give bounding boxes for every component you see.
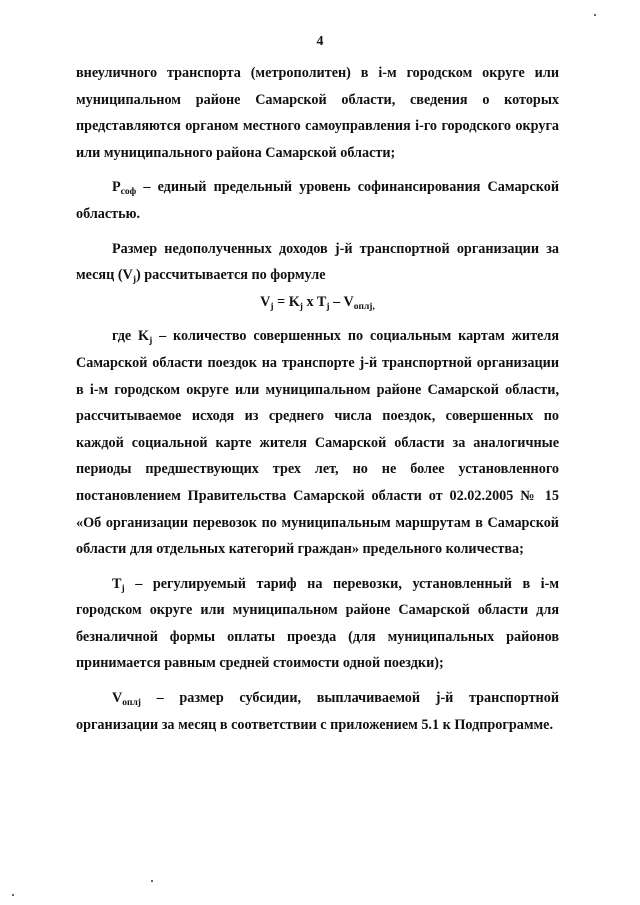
formula-intro-text-a: Размер недополученных доходов j-й транспортной организации за месяц (V [76,240,559,284]
paragraph-v-opl-definition [76,685,559,738]
formula-k-sub: j [299,301,303,312]
p-sof-description: – единый предельный уровень софинансирования Самарской областью. [76,179,559,222]
symbol-v-opl-subscript: оплj [122,698,141,709]
formula-v: V [260,293,271,310]
formula-v-opl-sub: опл [353,301,370,312]
formula [76,289,559,316]
symbol-p-subscript: соф [120,187,137,198]
scan-speck [12,894,14,896]
paragraph-t-definition [76,571,559,677]
symbol-p: P [112,179,121,196]
paragraph-p-sof-definition [76,174,559,227]
formula-intro-subscript: j [132,275,136,286]
k-lead: где K [112,328,150,345]
t-description: – регулируемый тариф на перевозки, установленный в i-м городском округе или муниципальном районе Самарской области для безналичной формы оплаты проезда (для муниципальных районов принимается равным средней стоимости одной поездки); [76,575,559,672]
symbol-t: T [112,575,122,592]
formula-t: x T [302,293,327,310]
paragraph-continuation: внеуличного транспорта (метрополитен) в i-м городском округе или муниципальном районе Самарской области, сведения о которых представляются органом местного самоуправления i-го городского округа или муниципального района Самарской области; [76,65,559,161]
formula-intro-text-b: ) рассчитывается по формуле [135,267,326,284]
v-opl-description: – размер субсидии, выплачиваемой j-й транспортной организации за месяц в соответствии с приложением 5.1 к Подпрограмме. [76,690,559,733]
formula-tail: j, [369,301,375,312]
k-lead-sub: j [149,336,153,347]
symbol-v-opl: V [112,690,123,707]
formula-t-sub: j [326,301,330,312]
scan-speck [594,14,596,16]
formula-v-sub: j [270,301,274,312]
document-body [76,60,559,738]
k-description: – количество совершенных по социальным картам жителя Самарской области поездок на транспорте j-й транспортной организации в i-м городском округе или муниципальном районе Самарской области, рассчитываемое исходя из среднего числа поездок, совершенных по каждой социальной карте жителя Самарской области за аналогичные периоды предшествующих трех лет, но не более установленного постановлением Правительства Самарской области от 02.02.2005 № 15 «Об организации перевозок по муниципальным маршрутам в Самарской области для отдельных категорий граждан» предельного количества; [76,328,559,558]
scan-speck [151,880,153,882]
paragraph-formula-intro [76,236,559,289]
formula-k: = K [273,293,300,310]
formula-v-opl: – V [329,293,354,310]
symbol-t-subscript: j [121,583,125,594]
page-number: 4 [316,34,324,49]
paragraph-k-definition [76,323,559,562]
